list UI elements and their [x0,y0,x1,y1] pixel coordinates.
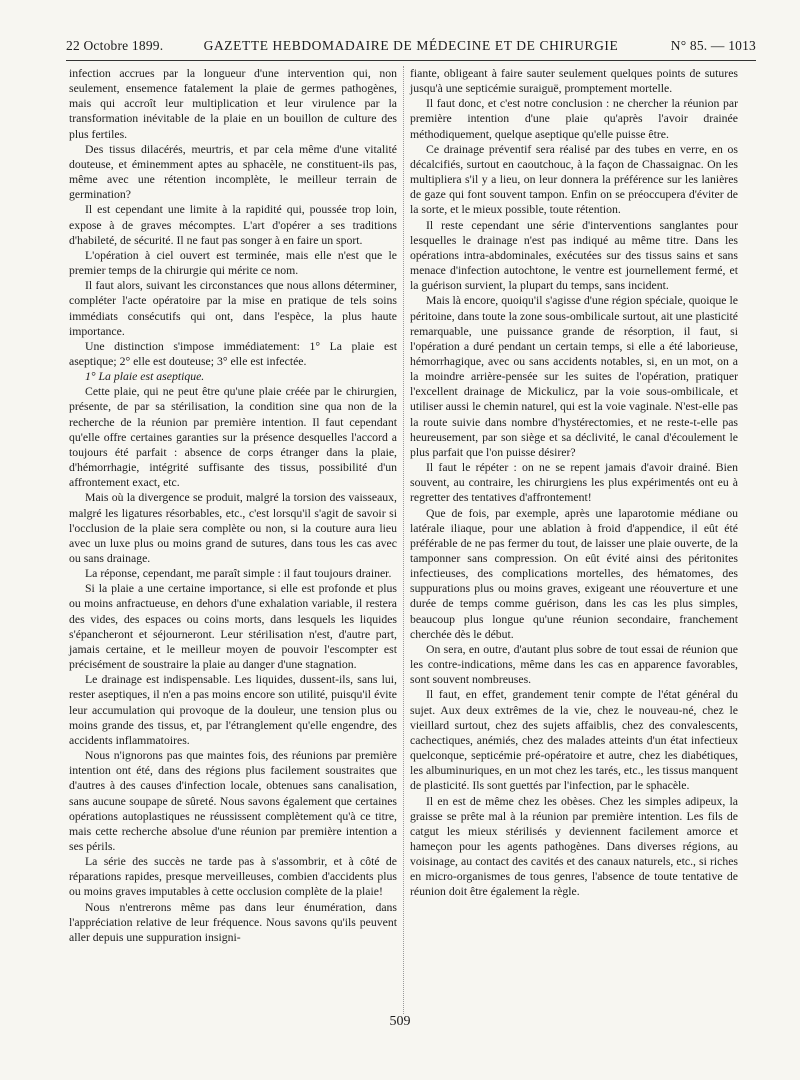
paragraph: Nous n'entrerons même pas dans leur énumération, dans l'appréciation relative de leur fréquence. Nous savons qu'ils peuvent aller depuis une suppuration insigni- [69,900,397,944]
issue-page-number: N° 85. — 1013 [670,38,756,53]
paragraph: Des tissus dilacérés, meurtris, et par cela même d'une vitalité douteuse, et éminemment aptes au sphacèle, ne constituent-ils pas, même avec une rétention incomplète, le meilleur terrain de germination? [69,142,397,202]
paragraph: Nous n'ignorons pas que maintes fois, des réunions par première intention ont été, dans des régions plus facilement soustraites que d'autres à des causes d'infection locale, obtenues sans canalisation, sans aucune soupape de sûreté. Nous savons également que certaines opérations autoplastiques ne réussissent complètement qu'à ce titre, mais cette recherche absolue d'une réunion par première intention a ses périls. [69,749,397,853]
paragraph: Que de fois, par exemple, après une laparotomie médiane ou latérale iliaque, pour une ablation à froid d'appendice, il eût été préférable de ne pas fermer du tout, de laisser une plaie ouverte, de la tamponner sans compression. On eût évité ainsi des péritonites infectieuses, des complications mortelles, des hématomes, des suppurations plus ou moins graves, exigeant une réouverture et une durée de temps comme guérison, dans les cas les plus simples, beaucoup plus longue qu'une réunion secondaire, franchement cherchée dès le début. [410,506,738,641]
column-divider [403,66,404,1014]
paragraph: Mais où la divergence se produit, malgré la torsion des vaisseaux, malgré les ligatures résorbables, etc., c'est lorsqu'il s'agit de savoir si l'occlusion de la plaie sera complète ou non, si la couture aura lieu avec un luxe plus ou moins grand de sutures, dans tous les cas avec ou sans drainage. [69,491,397,565]
paragraph: Il en est de même chez les obèses. Chez les simples adipeux, la graisse se prête mal à la réunion par première intention. Les fils de catgut les mieux stérilisés y deviennent facilement amorce et hameçon pour les agents pathogènes. Dans diverses régions, au voisinage, au contact des cavités et des canaux naturels, etc., si riches en micro-organismes de tous genres, l'absence de toute tentative de réunion doit être également la règle. [410,794,738,899]
paragraph: Il reste cependant une série d'interventions sanglantes pour lesquelles le drainage n'est pas indiqué au même titre. Dans les opérations intra-abdominales, exécutées sur des tissus sains et sans menace d'infection autochtone, le ventre est journellement fermé, et la guérison survient, la plupart du temps, sans incident. [410,218,738,293]
paragraph: Le drainage est indispensable. Les liquides, dussent-ils, sans lui, rester aseptiques, il n'en a pas moins encore son utilité, puisqu'il évite leur accumulation qui provoque de la douleur, une tension plus ou moins grande des tissus, et, par l'étranglement qu'elle engendre, des accidents inflammatoires. [69,673,397,747]
journal-title: GAZETTE HEBDOMADAIRE DE MÉDECINE ET DE CHIRURGIE [203,38,619,53]
header-rule [66,60,756,61]
paragraph: La réponse, cependant, me paraît simple : il faut toujours drainer. [85,567,392,581]
paragraph: infection accrues par la longueur d'une intervention qui, non seulement, ensemence fatalement la plaie de germes pathogènes, mais qui accroît leur multiplication et leur virulence par la transformation inévitable de la plaie en un bouillon de culture des plus fertiles. [69,67,397,141]
paragraph: On sera, en outre, d'autant plus sobre de tout essai de réunion que les contre-indications, même dans les cas en apparence favorables, sont souvent nombreuses. [410,642,738,687]
paragraph: Il faut le répéter : on ne se repent jamais d'avoir drainé. Bien souvent, au contraire, les chirurgiens les plus expérimentés ont eu à regretter des tentatives d'affrontement! [410,461,738,505]
left-column [69,66,397,945]
paragraph: Il faut donc, et c'est notre conclusion : ne chercher la réunion par première intention d'une plaie qu'après l'avoir drainée méthodiquement, quelque aseptique qu'elle puisse être. [410,97,738,141]
running-header [66,34,756,56]
right-column [410,66,738,900]
paragraph: Il faut, en effet, grandement tenir compte de l'état général du sujet. Aux deux extrêmes de la vie, chez le nouveau-né, chez le vieillard surtout, chez des sujets affaiblis, chez des convalescents, cachectiques, anémiés, chez des malades atteints d'un état infectieux quelconque, septicémie pré-opératoire et autre, chez les diabétiques, les albuminuriques, en un mot chez les tarés, etc., les tissus manquent de plasticité. Ils sont guettés par l'infection, par le sphacèle. [410,688,738,793]
paragraph: Une distinction s'impose immédiatement: 1° La plaie est aseptique; 2° elle est douteuse; 3° elle est infectée. [69,339,397,368]
paragraph: Mais là encore, quoiqu'il s'agisse d'une région spéciale, quoique le péritoine, dans toute la zone sous-ombilicale surtout, ait une plasticité remarquable, une puissance grande de résorption, il faut, si l'opération a duré pendant un certain temps, si elle a été laborieuse, hémorrhagique, avec ou sans accidents notables, si, en un mot, on a la moindre arrière-pensée sur les suites de l'opération, pratiquer l'excellent drainage de Mickulicz, par la voie sous-ombilicale, et utiliser aussi le chemin naturel, qui est la voie vaginale. N'est-elle pas la route suivie dans nombre d'hystérectomies, et ne reste-t-elle pas heureusement, par son siège et sa déclivité, le canal d'écoulement le plus parfait que l'on puisse désirer? [410,294,738,459]
paragraph: L'opération à ciel ouvert est terminée, mais elle n'est que le premier temps de la chirurgie qui mérite ce nom. [69,248,397,278]
paragraph: Ce drainage préventif sera réalisé par des tubes en verre, en os décalcifiés, surtout en caoutchouc, à la façon de Chassaignac. On les multipliera s'il y a lieu, on leur donnera la préférence sur les lanières de gaze qui font souvent tampon. Enfin on se préoccupera d'éviter de la sorte, et le mieux possible, toute rétention. [410,142,738,217]
paragraph: fiante, obligeant à faire sauter seulement quelques points de sutures jusqu'à une septicémie suraiguë, promptement mortelle. [410,67,738,96]
paragraph: Il faut alors, suivant les circonstances que nous allons déterminer, compléter l'acte opératoire par la mise en pratique de tels soins immédiats consécutifs qui ont, dans l'espèce, la plus haute importance. [69,279,397,338]
paragraph: Cette plaie, qui ne peut être qu'une plaie créée par le chirurgien, présente, de par sa stérilisation, la condition sine qua non de la recherche de la réunion par première intention. Il faut cependant qu'elle offre certaines garanties sur la présence desquelles l'accord a toujours été parfait : absence de corps étranger dans la plaie, d'hémorrhagie, intégrité suffisante des tissus, possibilité d'un affrontement exact, etc. [69,385,397,490]
paragraph: Si la plaie a une certaine importance, si elle est profonde et plus ou moins anfractueuse, en dehors d'une exhalation variable, il restera des vides, des espaces ou coins morts, dans lesquels les liquides s'épancheront et séjourneront. Leur stérilisation n'est, d'autre part, jamais certaine, et le meilleur moyen de pouvoir l'escompter est précisément de soustraire la plaie au danger d'une stagnation. [69,582,397,672]
paragraph: La série des succès ne tarde pas à s'assombrir, et à côté de réparations rapides, presque merveilleuses, combien d'accidents plus ou moins graves imputables à cette occlusion complète de la plaie! [69,855,397,899]
paragraph: Il est cependant une limite à la rapidité qui, poussée trop loin, expose à de graves mécomptes. L'art d'opérer a ses traditions d'habileté, de sécurité. Il ne faut pas songer à en faire un sport. [69,203,397,247]
section-heading: 1° La plaie est aseptique. [85,370,205,384]
issue-date: 22 Octobre 1899. [66,38,164,53]
page-folio: 509 [389,1014,411,1029]
